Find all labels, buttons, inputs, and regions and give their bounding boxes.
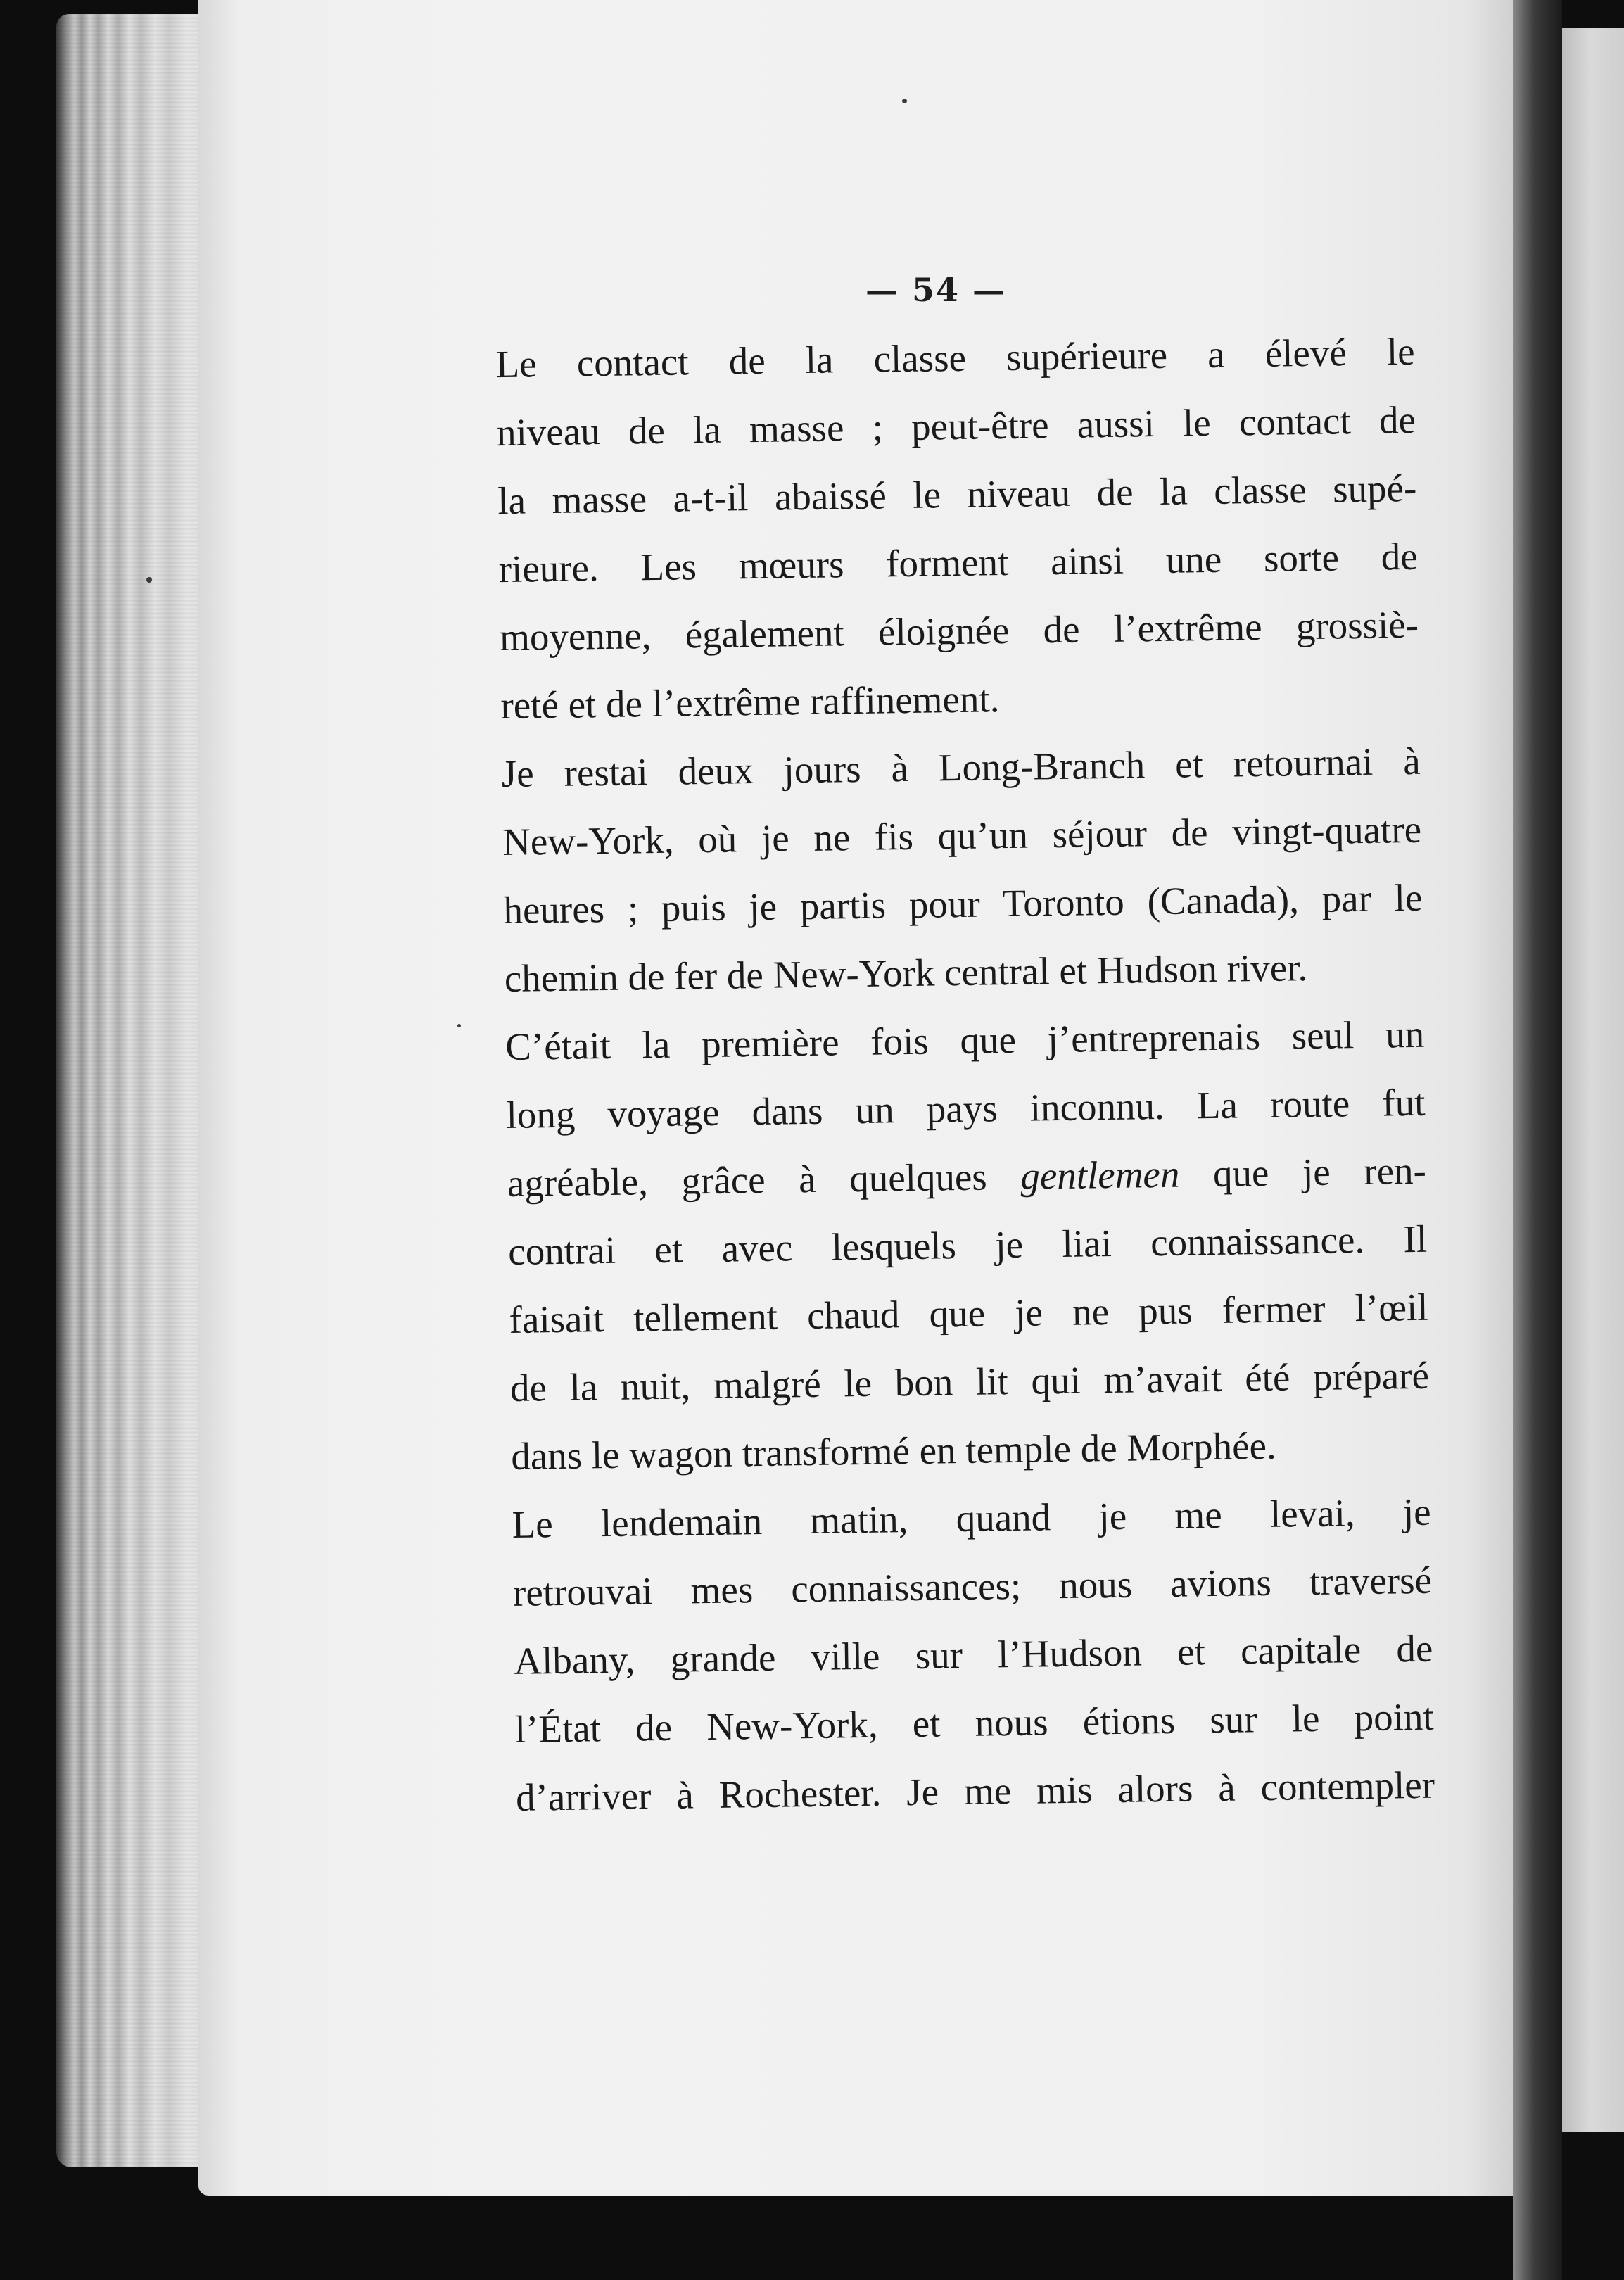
text-segment: que je ren- <box>1179 1148 1427 1196</box>
text-line: niveau de la masse ; peut-être aussi le contact de <box>496 398 1416 455</box>
italic-word: gentlemen <box>1020 1152 1180 1198</box>
text-line: la masse a-t-il abaissé le niveau de la classe supé- <box>497 466 1417 523</box>
book-page-edges <box>56 14 211 2167</box>
binding-gutter <box>1513 0 1562 2280</box>
text-line: New-York, où je ne fis qu’un séjour de vingt-quatre <box>502 807 1422 864</box>
text-line: retrouvai mes connaissances; nous avions traversé <box>512 1558 1433 1614</box>
paragraph-4 <box>467 1478 1435 1832</box>
paper-speck <box>902 99 907 103</box>
text-line: contrai et avec lesquels je liai connaissance. Il <box>507 1217 1428 1273</box>
text-line: d’arriver à Rochester. Je me mis alors à contempler <box>515 1763 1435 1819</box>
text-line: faisait tellement chaud que je ne pus fermer l’œil <box>509 1285 1428 1341</box>
text-segment: agréable, grâce à quelques <box>507 1154 1021 1205</box>
text-line: Le contact de la classe supérieure a élevé le <box>495 329 1415 386</box>
text-line: l’État de New-York, et nous étions sur le point <box>514 1695 1435 1751</box>
text-line: Le lendemain matin, quand je me levai, je <box>512 1490 1431 1546</box>
text-line: Albany, grande ville sur l’Hudson et capitale de <box>513 1626 1433 1683</box>
text-line: chemin de fer de New-York central et Hudson river. <box>504 946 1308 1001</box>
text-line: dans le wagon transformé en temple de Morphée. <box>510 1424 1277 1478</box>
text-line: de la nuit, malgré le bon lit qui m’avait été préparé <box>509 1353 1430 1410</box>
paragraph-2 <box>456 727 1423 1013</box>
paragraph-3 <box>460 1000 1430 1491</box>
page-number: — 54 — <box>865 271 1007 309</box>
text-line: heures ; puis je partis pour Toronto (Canada), par le <box>503 875 1423 932</box>
text-line <box>462 1136 1426 1218</box>
text-line: moyenne, également éloignée de l’extrême grossiè- <box>499 602 1419 659</box>
paragraph-1 <box>450 317 1420 740</box>
paper-speck <box>146 577 152 583</box>
text-line: rieure. Les mœurs forment ainsi une sorte de <box>498 534 1419 591</box>
text-line: long voyage dans un pays inconnu. La route fut <box>506 1080 1426 1136</box>
text-line: Je restai deux jours à Long-Branch et retournai à <box>501 739 1421 796</box>
body-text <box>450 317 1435 1832</box>
text-line: C’était la première fois que j’entreprenais seul un <box>505 1012 1425 1069</box>
text-line: reté et de l’extrême raffinement. <box>500 677 1000 728</box>
facing-page-edge <box>1562 28 1624 2132</box>
